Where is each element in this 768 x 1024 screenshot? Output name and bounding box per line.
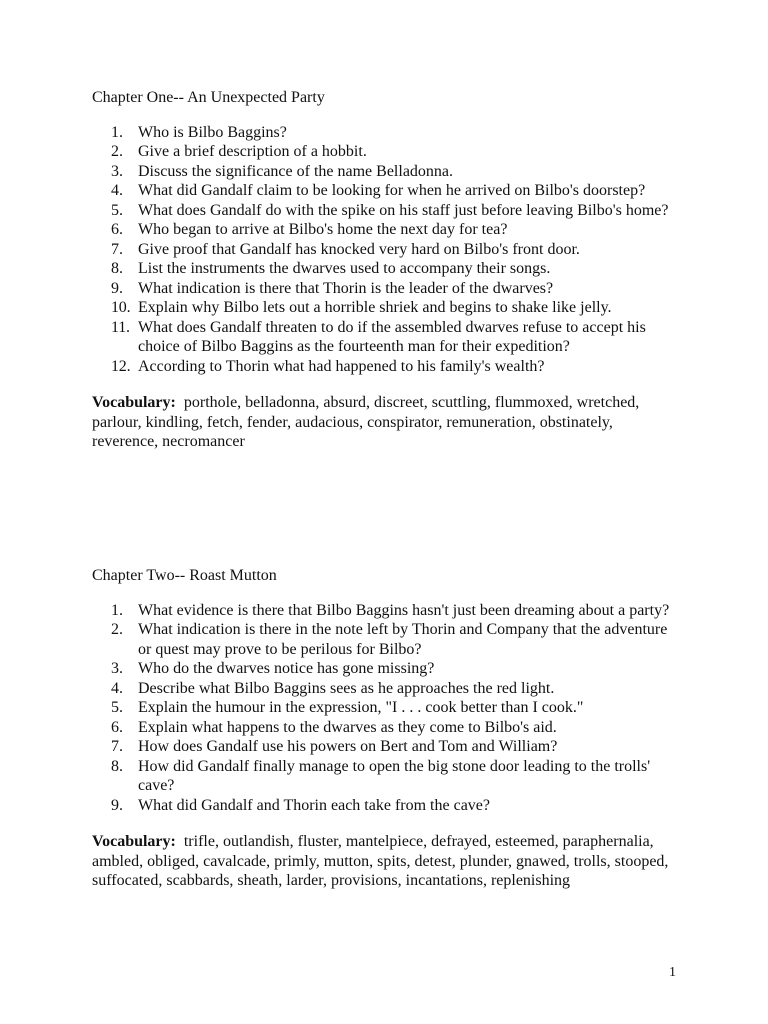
question-number: 1. xyxy=(111,601,123,619)
chapter-title: Chapter Two-- Roast Mutton xyxy=(92,567,277,584)
question-text: What does Gandalf do with the spike on his staff just before leaving Bilbo's home? xyxy=(138,201,669,219)
question-item xyxy=(92,620,692,659)
question-text: What indication is there in the note left by Thorin and Company that the adventure or quest may prove to be perilous for Bilbo? xyxy=(138,621,668,658)
question-text: Describe what Bilbo Baggins sees as he approaches the red light. xyxy=(138,679,555,697)
question-item xyxy=(92,298,692,318)
question-text: Explain what happens to the dwarves as they come to Bilbo's aid. xyxy=(138,718,557,736)
question-number: 4. xyxy=(111,679,123,697)
vocabulary-label: Vocabulary: xyxy=(92,833,176,850)
question-text: What did Gandalf and Thorin each take from the cave? xyxy=(138,796,490,814)
question-item xyxy=(92,698,692,718)
question-item xyxy=(92,679,692,699)
question-text: Discuss the significance of the name Belladonna. xyxy=(138,162,454,180)
question-list xyxy=(92,123,692,377)
question-number: 12. xyxy=(111,357,131,375)
vocabulary-paragraph xyxy=(92,393,682,452)
question-number: 4. xyxy=(111,182,123,199)
chapter-two-section xyxy=(92,566,692,891)
question-text: What evidence is there that Bilbo Baggins hasn't just been dreaming about a party? xyxy=(138,601,670,619)
question-text: What does Gandalf threaten to do if the assembled dwarves refuse to accept his choice of Bilbo Baggins as the fourteenth man for their expedition? xyxy=(138,318,646,355)
question-number: 8. xyxy=(111,260,123,277)
question-number: 3. xyxy=(111,660,123,677)
question-item xyxy=(92,357,692,377)
question-text: How does Gandalf use his powers on Bert and Tom and William? xyxy=(138,738,558,755)
question-number: 2. xyxy=(111,621,123,638)
question-item xyxy=(92,601,692,621)
question-item xyxy=(92,201,692,221)
vocabulary-words: trifle, outlandish, fluster, mantelpiece, defrayed, esteemed, paraphernalia, ambled, obliged, cavalcade, primly, mutton, spits, detest, plunder, gnawed, trolls, stooped, suffocated, scabbards, sheath, larder, provisions, incantations, replenishing xyxy=(92,833,669,889)
question-text: Give a brief description of a hobbit. xyxy=(138,143,367,160)
question-number: 9. xyxy=(111,796,123,814)
question-item xyxy=(92,718,692,738)
question-item xyxy=(92,162,692,182)
question-text: List the instruments the dwarves used to accompany their songs. xyxy=(138,260,551,277)
question-item xyxy=(92,757,692,796)
question-number: 5. xyxy=(111,699,123,716)
question-number: 1. xyxy=(111,123,123,141)
page-number: 1 xyxy=(669,965,676,980)
vocabulary-paragraph xyxy=(92,832,682,891)
question-text: Who is Bilbo Baggins? xyxy=(138,123,287,141)
question-item xyxy=(92,142,692,162)
question-number: 7. xyxy=(111,738,123,755)
vocabulary-label: Vocabulary: xyxy=(92,394,176,411)
question-item xyxy=(92,259,692,279)
question-text: Who do the dwarves notice has gone missing? xyxy=(138,660,435,677)
question-number: 11. xyxy=(111,318,130,336)
question-number: 7. xyxy=(111,240,123,258)
question-item xyxy=(92,240,692,260)
chapter-title: Chapter One-- An Unexpected Party xyxy=(92,89,325,106)
question-number: 6. xyxy=(111,718,123,736)
question-text: Explain the humour in the expression, "I . . . cook better than I cook." xyxy=(138,699,584,716)
question-item xyxy=(92,737,692,757)
question-text: According to Thorin what had happened to his family's wealth? xyxy=(138,357,545,375)
question-number: 6. xyxy=(111,221,123,238)
question-item xyxy=(92,181,692,201)
question-text: Who began to arrive at Bilbo's home the next day for tea? xyxy=(138,221,508,238)
question-text: Give proof that Gandalf has knocked very hard on Bilbo's front door. xyxy=(138,240,580,258)
question-item xyxy=(92,279,692,299)
vocabulary-words: porthole, belladonna, absurd, discreet, scuttling, flummoxed, wretched, parlour, kindling, fetch, fender, audacious, conspirator, remuneration, obstinately, reverence, necromancer xyxy=(92,394,640,450)
question-number: 8. xyxy=(111,757,123,775)
question-text: What did Gandalf claim to be looking for when he arrived on Bilbo's doorstep? xyxy=(138,182,646,199)
question-number: 3. xyxy=(111,162,123,180)
question-text: What indication is there that Thorin is the leader of the dwarves? xyxy=(138,279,554,297)
question-number: 2. xyxy=(111,143,123,160)
question-text: How did Gandalf finally manage to open the big stone door leading to the trolls' cave? xyxy=(138,757,651,794)
question-number: 10. xyxy=(111,299,131,316)
question-item xyxy=(92,220,692,240)
question-item xyxy=(92,659,692,679)
question-number: 9. xyxy=(111,279,123,297)
chapter-one-section xyxy=(92,88,692,452)
question-item xyxy=(92,796,692,816)
question-item xyxy=(92,123,692,143)
question-list xyxy=(92,601,692,816)
question-number: 5. xyxy=(111,201,123,219)
question-item xyxy=(92,318,692,357)
question-text: Explain why Bilbo lets out a horrible shriek and begins to shake like jelly. xyxy=(138,299,612,316)
